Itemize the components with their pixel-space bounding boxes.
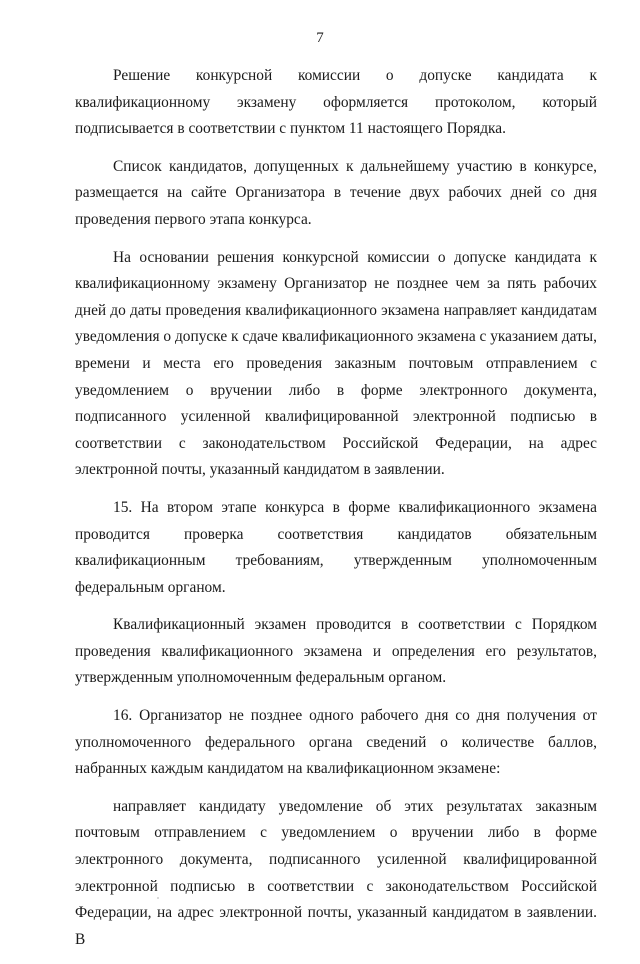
paragraph-exam-procedure: Квалификационный экзамен проводится в соответствии с Порядком проведения квалификационного экзамена и определения его результатов, утвержденным уполномоченным федеральным органом. — [75, 616, 597, 687]
paragraph-admission-decision: Решение конкурсной комиссии о допуске кандидата к квалификационному экзамену оформляется протоколом, который подписывается в соответствии с пунктом 11 настоящего Порядка. — [75, 67, 597, 138]
paragraph-item-15: 15. На втором этапе конкурса в форме квалификационного экзамена проводится проверка соответствия кандидатов обязательным квалификационным требованиям, утвержденным уполномоченным федеральным органом. — [75, 498, 597, 596]
document-body — [75, 63, 597, 964]
paragraph-item-16: 16. Организатор не позднее одного рабочего дня со дня получения от уполномоченного федерального органа сведений о количестве баллов, набранных каждым кандидатом на квалификационном экзамене: — [75, 707, 597, 778]
paragraph-results-notification: направляет кандидату уведомление об этих результатах заказным почтовым отправлением с уведомлением о вручении либо в форме электронного документа, подписанного усиленной квалифицированной электронной подписью в соответствии с законодательством Российской Федерации, на адрес электронной почты, указанный кандидатом в заявлении. В — [75, 797, 597, 948]
page-number: 7 — [316, 30, 324, 46]
paragraph-candidate-list: Список кандидатов, допущенных к дальнейшему участию в конкурсе, размещается на сайте Организатора в течение двух рабочих дней со дня проведения первого этапа конкурса. — [75, 157, 597, 228]
scan-speck — [157, 897, 159, 899]
paragraph-exam-notification: На основании решения конкурсной комиссии о допуске кандидата к квалификационному экзамену Организатор не позднее чем за пять рабочих дней до даты проведения квалификационного экзамена направляет кандидатам уведомления о допуске к сдаче квалификационного экзамена с указанием даты, времени и места его проведения заказным почтовым отправлением с уведомлением о вручении либо в форме электронного документа, подписанного усиленной квалифицированной электронной подписью в соответствии с законодательством Российской Федерации, на адрес электронной почты, указанный кандидатом в заявлении. — [75, 248, 597, 479]
